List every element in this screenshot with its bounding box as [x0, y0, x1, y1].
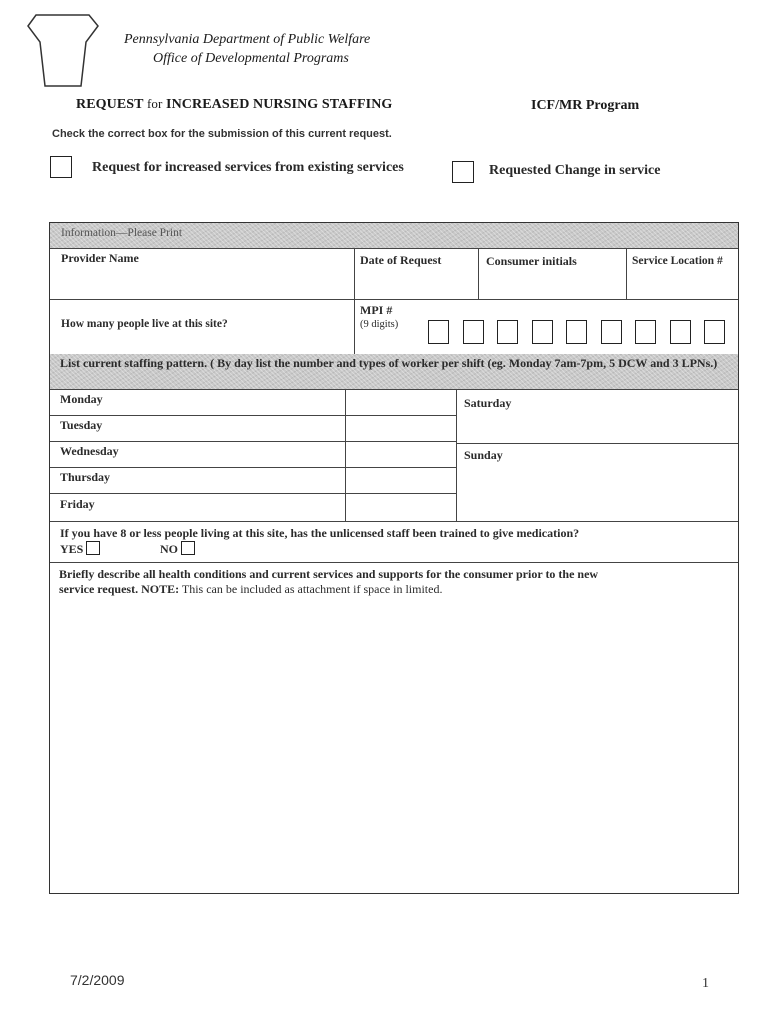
change-service-label: Requested Change in service [489, 163, 661, 178]
mpi-digit-box[interactable] [670, 320, 691, 344]
form-title [76, 96, 392, 113]
wednesday-staffing-field[interactable] [348, 443, 454, 465]
sunday-staffing-field[interactable] [460, 465, 736, 519]
describe-line-1: Briefly describe all health conditions and current services and supports for the consumer prior to the new [59, 567, 599, 581]
form-title-prefix: REQUEST [76, 97, 144, 112]
program-name: ICF/MR Program [531, 98, 640, 113]
tuesday-staffing-field[interactable] [348, 417, 454, 439]
health-description-field[interactable] [56, 603, 732, 887]
no-label: NO [160, 542, 178, 556]
day-label-sunday: Sunday [464, 448, 503, 462]
request-form [49, 222, 739, 894]
agency-line-1: Pennsylvania Department of Public Welfare [124, 32, 371, 47]
no-option [160, 541, 195, 557]
agency-line-2: Office of Developmental Programs [153, 51, 349, 66]
day-label-tuesday: Tuesday [60, 418, 103, 432]
describe-line-2 [59, 582, 442, 597]
mpi-digit-box[interactable] [566, 320, 587, 344]
instruction-text: Check the correct box for the submission of this current request. [52, 128, 392, 140]
mpi-digit-box[interactable] [635, 320, 656, 344]
day-label-thursday: Thursday [60, 470, 111, 484]
day-label-wednesday: Wednesday [60, 444, 119, 458]
service-location-field[interactable] [630, 271, 734, 297]
provider-name-label: Provider Name [61, 251, 139, 265]
page-number: 1 [702, 976, 709, 991]
mpi-digit-box[interactable] [497, 320, 518, 344]
agency-name [124, 30, 370, 68]
mpi-digit-box[interactable] [532, 320, 553, 344]
thursday-staffing-field[interactable] [348, 469, 454, 491]
day-label-monday: Monday [60, 392, 103, 406]
mpi-digit-box[interactable] [704, 320, 725, 344]
yes-label: YES [60, 542, 84, 556]
monday-staffing-field[interactable] [348, 391, 454, 413]
mpi-hint: (9 digits) [360, 319, 399, 330]
footer-date: 7/2/2009 [70, 972, 125, 988]
people-live-field[interactable] [280, 307, 350, 349]
consumer-initials-field[interactable] [482, 271, 624, 297]
change-service-checkbox[interactable] [452, 161, 474, 183]
service-location-label: Service Location # [632, 255, 723, 267]
yes-option [60, 541, 100, 557]
day-label-friday: Friday [60, 497, 95, 511]
people-live-label: How many people live at this site? [61, 318, 228, 330]
friday-staffing-field[interactable] [348, 495, 454, 519]
day-label-saturday: Saturday [464, 396, 512, 410]
mpi-label: MPI # [360, 303, 393, 317]
date-of-request-field[interactable] [358, 271, 476, 297]
saturday-staffing-field[interactable] [460, 413, 736, 441]
date-of-request-label: Date of Request [360, 253, 442, 267]
medication-question: If you have 8 or less people living at this site, has the unlicensed staff been trained to give medication? [60, 526, 580, 540]
mpi-digit-box[interactable] [601, 320, 622, 344]
form-title-suffix: INCREASED NURSING STAFFING [166, 97, 393, 112]
yes-checkbox[interactable] [86, 541, 100, 555]
keystone-logo-icon [26, 12, 100, 88]
describe-note-bold: service request. NOTE: [59, 582, 180, 596]
describe-note-rest: This can be included as attachment if space in limited. [181, 582, 443, 596]
mpi-digit-box[interactable] [428, 320, 449, 344]
consumer-initials-label: Consumer initials [486, 254, 577, 268]
increase-services-checkbox[interactable] [50, 156, 72, 178]
info-header-label: Information—Please Print [61, 227, 183, 239]
mpi-digit-box[interactable] [463, 320, 484, 344]
form-title-for: for [146, 96, 163, 111]
increase-services-label: Request for increased services from existing services [92, 160, 404, 175]
staffing-header-label: List current staffing pattern. ( By day list the number and types of worker per shift (eg. Monday 7am-7pm, 5 DCW and 3 LPNs.) [60, 356, 718, 370]
provider-name-field[interactable] [54, 269, 353, 295]
no-checkbox[interactable] [181, 541, 195, 555]
